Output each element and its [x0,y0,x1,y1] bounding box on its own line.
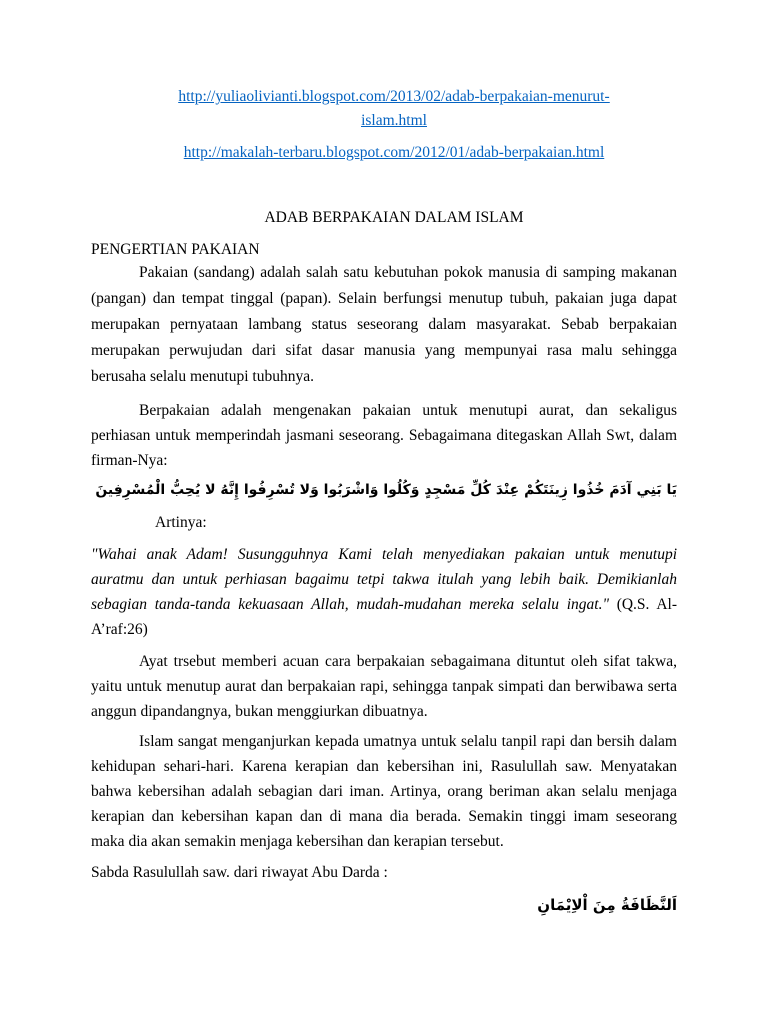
quran-verse-arabic: يَا بَنِي آدَمَ خُذُوا زِينَتَكُمْ عِنْدَ كُلِّ مَسْجِدٍ وَكُلُوا وَاشْرَبُوا وَلا تُسْرِفُوا إِنَّهُ لا يُحِبُّ الْمُسْرِفِينَ [95,482,677,498]
paragraph-line: yaitu untuk menutup aurat dan berpakaian rapi, sehingga tanpak simpati dan berwibawa serta [91,678,677,695]
reference-link-1-line-1[interactable]: http://yuliaolivianti.blogspot.com/2013/02/adab-berpakaian-menurut- [178,88,610,105]
paragraph-line: maka dia akan semakin menjaga kebersihan dan kerapian tersebut. [91,833,504,850]
paragraph-3 [91,649,677,724]
translation-line-with-citation [91,592,677,617]
paragraph-line: merupakan pernyataan lambang status seseorang dalam masyarakat. Sebab berpakaian [91,316,677,333]
section-heading: PENGERTIAN PAKAIAN [91,241,260,258]
reference-link-1-block [101,85,687,133]
paragraph-2 [91,398,677,473]
verse-citation: (Q.S. Al- [616,596,677,613]
translation-label: Artinya: [155,514,207,531]
paragraph-1 [91,260,677,390]
paragraph-line: bahwa kebersihan adalah sebagian dari iman. Artinya, orang beriman akan selalu menjaga [91,783,677,800]
translation-line: sebagian tanda-tanda kekuasaan Allah, mudah-mudahan mereka selalu ingat." [91,596,609,613]
verse-citation: A’raf:26) [91,621,148,638]
paragraph-line: anggun dipandangnya, bukan menggiurkan dibuatnya. [91,703,428,720]
reference-link-2[interactable]: http://makalah-terbaru.blogspot.com/2012/01/adab-berpakaian.html [183,144,605,161]
reference-link-1-line-2[interactable]: islam.html [361,112,427,129]
paragraph-line: Berpakaian adalah mengenakan pakaian untuk menutupi aurat, dan sekaligus [139,402,677,419]
hadith-intro: Sabda Rasulullah saw. dari riwayat Abu Darda : [91,864,388,881]
paragraph-line: kehidupan sehari-hari. Karena kerapian dan kebersihan ini, Rasulullah saw. Menyatakan [91,758,677,775]
document-title: ADAB BERPAKAIAN DALAM ISLAM [264,209,524,226]
translation-line: auratmu dan untuk perhiasan bagaimu tetpi takwa itulah yang lebih baik. Demikianlah [91,571,677,588]
translation-line: "Wahai anak Adam! Susungguhnya Kami telah menyediakan pakaian untuk menutupi [91,546,677,563]
paragraph-line: merupakan perwujudan dari sifat dasar manusia yang mempunyai rasa malu sehingga [91,342,677,359]
paragraph-line: firman-Nya: [91,452,168,469]
paragraph-line: kerapian dan kebersihan kapan dan di mana dia berada. Semakin tinggi imam seseorang [91,808,677,825]
paragraph-line: Islam sangat menganjurkan kepada umatnya untuk selalu tanpil rapi dan bersih dalam [139,733,677,750]
paragraph-line: Pakaian (sandang) adalah salah satu kebutuhan pokok manusia di samping makanan [139,264,677,281]
paragraph-line: (pangan) dan tempat tinggal (papan). Selain berfungsi menutup tubuh, pakaian juga dapat [91,290,677,307]
paragraph-line: Ayat trsebut memberi acuan cara berpakaian sebagaimana dituntut oleh sifat takwa, [139,653,677,670]
paragraph-line: perhiasan untuk memperindah jasmani seseorang. Sebagaimana ditegaskan Allah Swt, dalam [91,427,677,444]
paragraph-4 [91,729,677,854]
hadith-arabic: اَلنَّظَافَةُ مِنَ اْلاِيْمَانِ [537,896,677,914]
verse-translation [91,542,677,642]
reference-link-2-block [101,141,687,165]
reference-link-1[interactable] [101,85,687,133]
paragraph-line: berusaha selalu menutupi tubuhnya. [91,368,314,385]
